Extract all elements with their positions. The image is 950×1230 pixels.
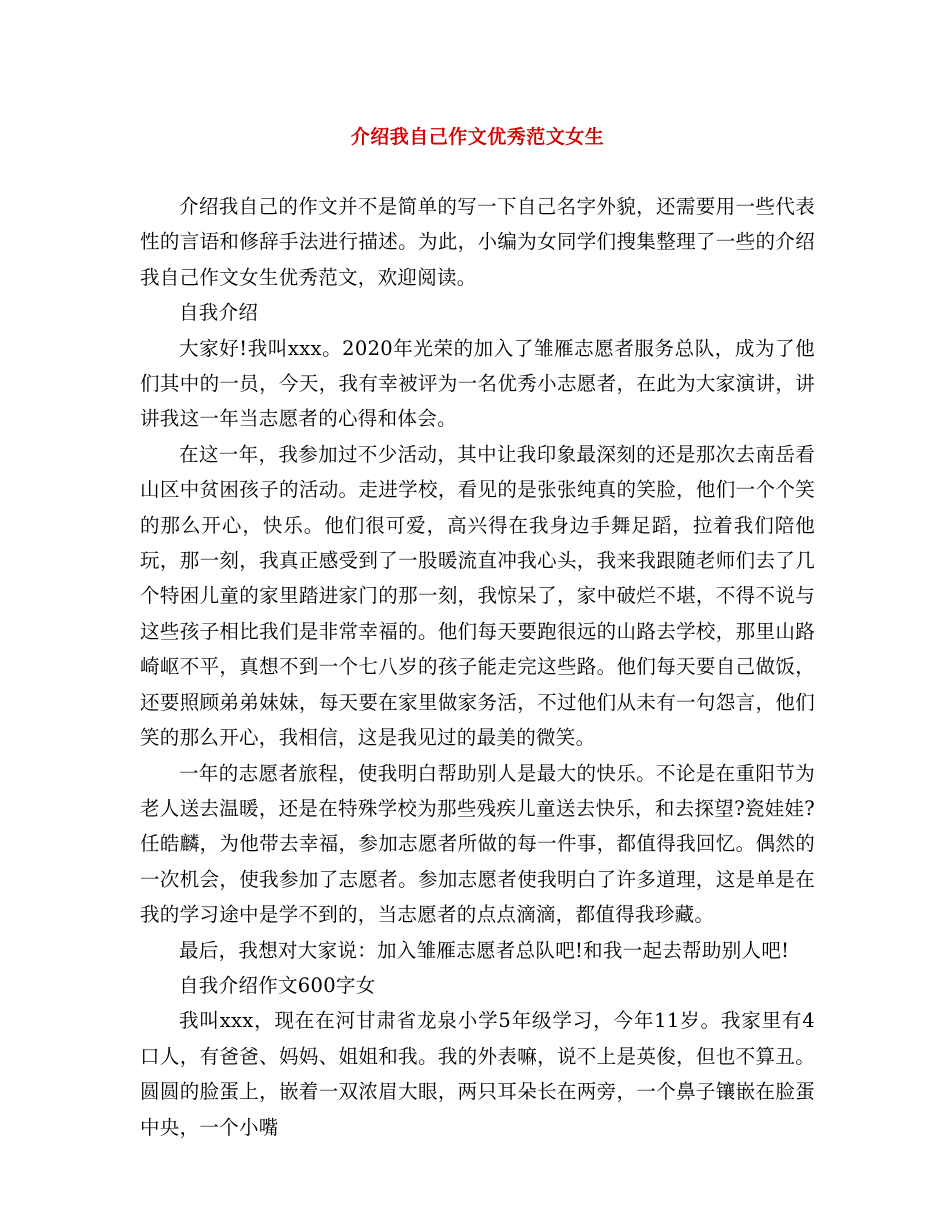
document-body — [140, 189, 815, 1145]
document-title: 介绍我自己作文优秀范文女生 — [350, 126, 605, 148]
paragraph: 我叫xxx，现在在河甘肃省龙泉小学5年级学习，今年11岁。我家里有4口人，有爸爸、妈妈、姐姐和我。我的外表嘛，说不上是英俊，但也不算丑。圆圆的脸蛋上，嵌着一双浓眉大眼，两只耳朵长在两旁，一个鼻子镶嵌在脸蛋中央，一个小嘴 — [140, 1009, 815, 1139]
section-heading: 自我介绍 — [179, 301, 259, 325]
document-page — [140, 0, 815, 1230]
paragraph: 最后，我想对大家说：加入雏雁志愿者总队吧!和我一起去帮助别人吧! — [179, 938, 790, 962]
paragraph: 一年的志愿者旅程，使我明白帮助别人是最大的快乐。不论是在重阳节为老人送去温暖，还是在特殊学校为那些残疾儿童送去快乐，和去探望?瓷娃娃?任皓麟，为他带去幸福，参加志愿者所做的每一件事，都值得我回忆。偶然的一次机会，使我参加了志愿者。参加志愿者使我明白了许多道理，这是单是在我的学习途中是学不到的，当志愿者的点点滴滴，都值得我珍藏。 — [140, 761, 815, 927]
paragraph: 大家好!我叫xxx。2020年光荣的加入了雏雁志愿者服务总队，成为了他们其中的一员，今天，我有幸被评为一名优秀小志愿者，在此为大家演讲，讲讲我这一年当志愿者的心得和体会。 — [140, 336, 815, 431]
paragraph-intro: 介绍我自己的作文并不是简单的写一下自己名字外貌，还需要用一些代表性的言语和修辞手法进行描述。为此，小编为女同学们搜集整理了一些的介绍我自己作文女生优秀范文，欢迎阅读。 — [140, 195, 815, 289]
paragraph: 在这一年，我参加过不少活动，其中让我印象最深刻的还是那次去南岳看山区中贫困孩子的活动。走进学校，看见的是张张纯真的笑脸，他们一个个笑的那么开心，快乐。他们很可爱，高兴得在我身边手舞足蹈，拉着我们陪他玩，那一刻，我真正感受到了一股暖流直冲我心头，我来我跟随老师们去了几个特困儿童的家里踏进家门的那一刻，我惊呆了，家中破烂不堪，不得不说与这些孩子相比我们是非常幸福的。他们每天要跑很远的山路去学校，那里山路崎岖不平，真想不到一个七八岁的孩子能走完这些路。他们每天要自己做饭，还要照顾弟弟妹妹，每天要在家里做家务活，不过他们从未有一句怨言，他们笑的那么开心，我相信，这是我见过的最美的微笑。 — [140, 442, 815, 750]
section-heading: 自我介绍作文600字女 — [179, 973, 376, 997]
